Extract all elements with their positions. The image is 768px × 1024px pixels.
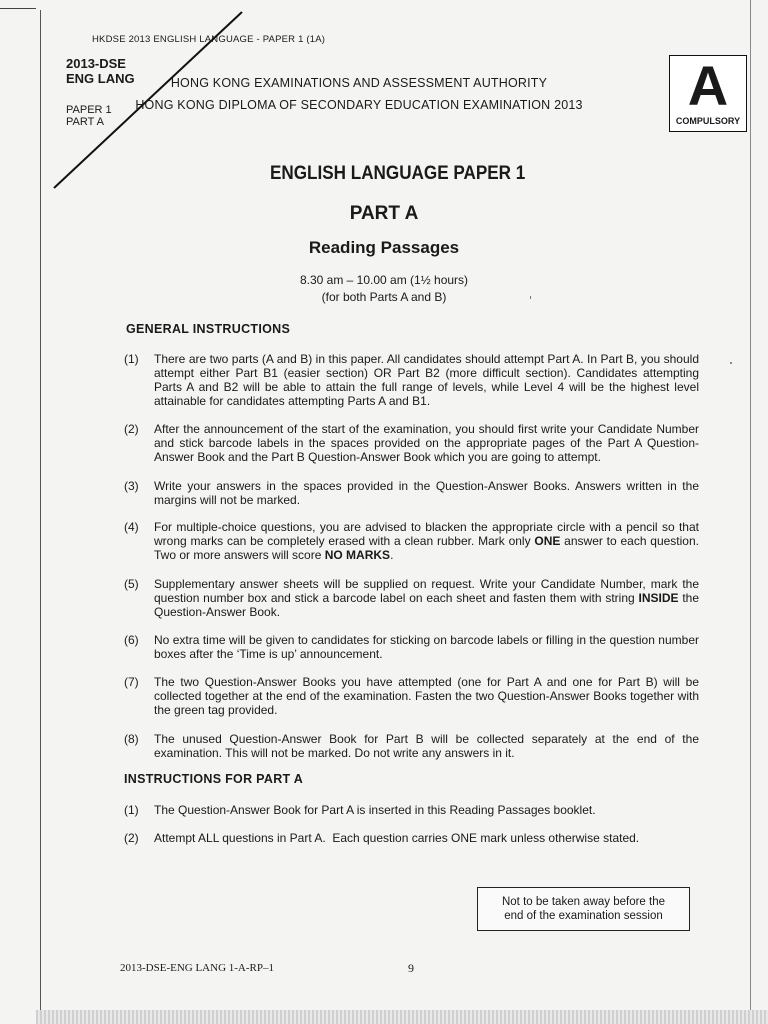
badge-letter: A — [687, 54, 729, 117]
exam-name: HONG KONG DIPLOMA OF SECONDARY EDUCATION EXAMINATION 2013 — [135, 98, 583, 112]
item-number: (7) — [124, 675, 139, 689]
scan-speck — [730, 362, 732, 364]
exam-time-note: (for both Parts A and B) — [321, 290, 447, 304]
scan-bottom-edge — [36, 1010, 768, 1024]
page-number: 9 — [408, 961, 414, 975]
item-number: (1) — [124, 803, 139, 817]
item-text: There are two parts (A and B) in this paper. All candidates should attempt Part A. In Part B, you should attempt either Part B1 (easier section) OR Part B2 (more difficult section). Candidates attempting Parts A and B2 will be able to attain the full range of levels, while Level 4 will be the highest level attainable for candidates attempting Parts A and B1. — [154, 352, 699, 408]
paper-label-line2: PART A — [66, 116, 104, 128]
part-a-instructions-heading: INSTRUCTIONS FOR PART A — [124, 772, 304, 786]
subject-code-line2: ENG LANG — [66, 71, 135, 86]
section-subtitle: Reading Passages — [308, 238, 460, 257]
paper-title: ENGLISH LANGUAGE PAPER 1 — [270, 163, 526, 184]
item-number: (8) — [124, 732, 139, 746]
item-number: (2) — [124, 422, 139, 436]
item-number: (5) — [124, 577, 139, 591]
item-text: For multiple-choice questions, you are advised to blacken the appropriate circle with a pencil so that wrong marks can be completely erased with a clean rubber. Mark only ONE answer to each question. Two or more answers will score NO MARKS. — [154, 520, 699, 562]
item-text: No extra time will be given to candidates for sticking on barcode labels or filling in the question number boxes after the ‘Time is up’ announcement. — [154, 633, 699, 661]
item-number: (6) — [124, 633, 139, 647]
notice-line1: Not to be taken away before the — [501, 896, 666, 908]
item-text: The unused Question-Answer Book for Part B will be collected separately at the end of the examination. This will not be marked. Do not write any answers in it. — [154, 732, 699, 760]
exam-time: 8.30 am – 10.00 am (1½ hours) — [299, 273, 469, 287]
notice-line2: end of the examination session — [504, 910, 663, 922]
paper-label-line1: PAPER 1 — [66, 104, 112, 116]
item-number: (2) — [124, 831, 139, 845]
subject-code-line1: 2013-DSE — [66, 56, 126, 71]
item-text: Supplementary answer sheets will be supplied on request. Write your Candidate Number, mark the question number box and stick a barcode label on each sheet and fasten them with string INSIDE the Question-Answer Book. — [154, 577, 700, 619]
item-number: (3) — [124, 479, 139, 493]
scan-speck — [530, 296, 531, 299]
retention-notice — [477, 887, 690, 931]
item-number: (4) — [124, 520, 139, 534]
item-text: After the announcement of the start of the examination, you should first write your Candidate Number and stick barcode labels in the spaces provided on the appropriate pages of the Part A Question-Answer Book and the Part B Question-Answer Book which you are going to attempt. — [154, 422, 699, 464]
badge-label: COMPULSORY — [675, 116, 741, 126]
part-title: PART A — [349, 203, 419, 224]
item-text: The Question-Answer Book for Part A is inserted in this Reading Passages booklet. — [154, 803, 596, 817]
item-number: (1) — [124, 352, 139, 366]
item-text: Write your answers in the spaces provided in the Question-Answer Books. Answers written in the margins will not be marked. — [154, 479, 699, 507]
general-instructions-heading: GENERAL INSTRUCTIONS — [126, 322, 291, 336]
authority-name: HONG KONG EXAMINATIONS AND ASSESSMENT AUTHORITY — [170, 76, 548, 90]
header-note: HKDSE 2013 ENGLISH LANGUAGE - PAPER 1 (1A) — [92, 34, 326, 45]
item-text: The two Question-Answer Books you have attempted (one for Part A and one for Part B) will be collected together at the end of the examination. Fasten the two Question-Answer Books together with the green tag provided. — [154, 675, 699, 717]
compulsory-badge — [669, 55, 747, 132]
footer-code: 2013-DSE-ENG LANG 1-A-RP–1 — [120, 962, 274, 974]
item-text: Attempt ALL questions in Part A. Each question carries ONE mark unless otherwise stated. — [154, 831, 640, 845]
